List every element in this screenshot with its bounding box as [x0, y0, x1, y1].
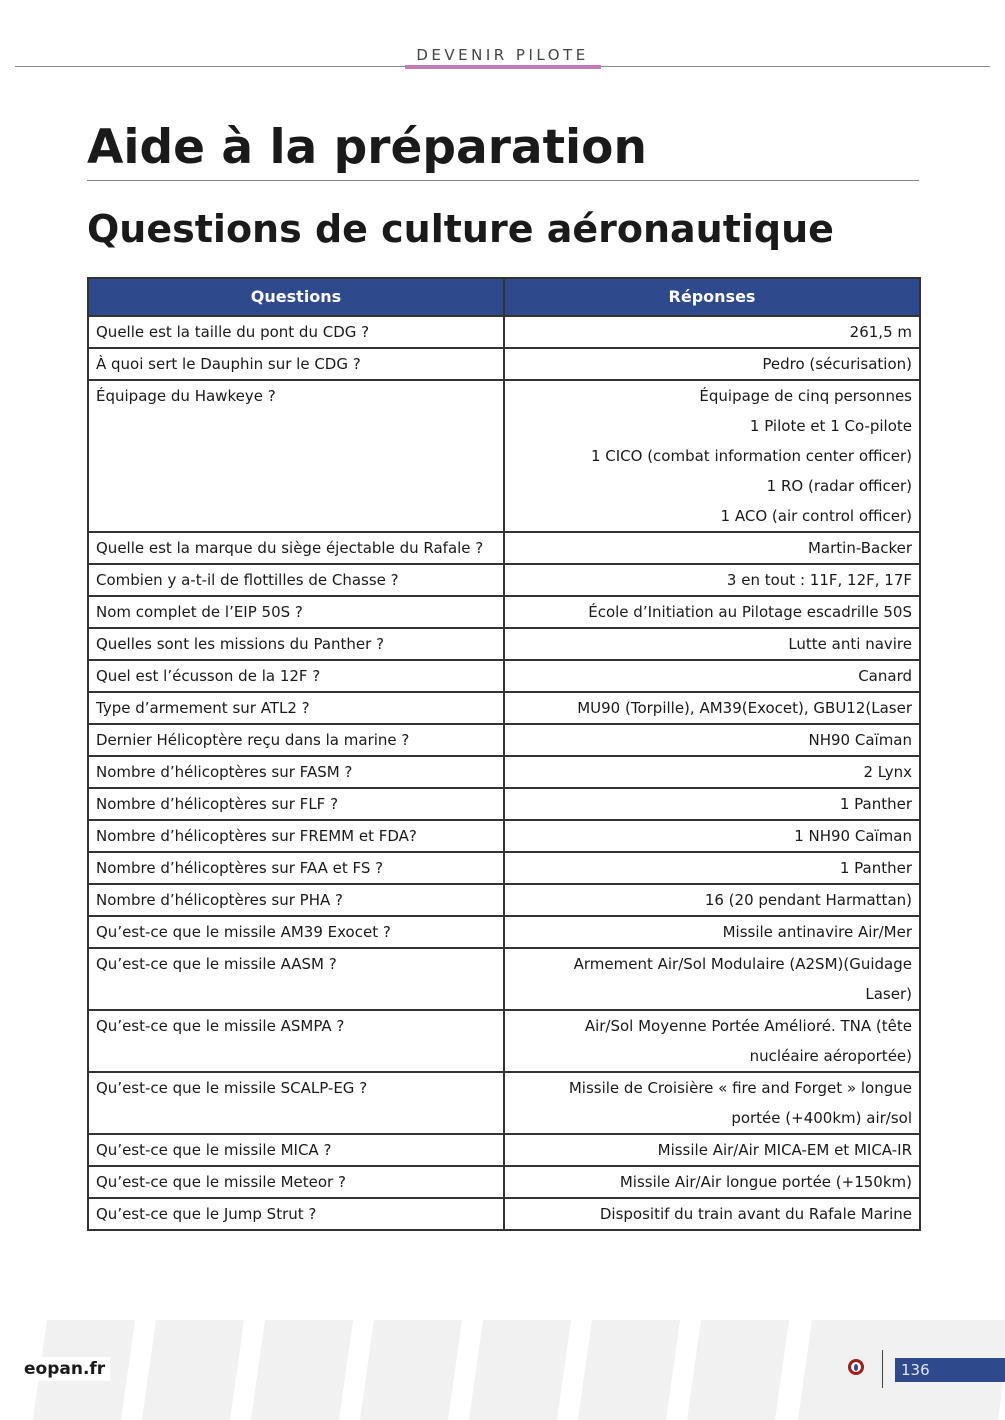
answer-cell: [504, 820, 920, 852]
table-row: [88, 380, 920, 532]
table-row: [88, 724, 920, 756]
question-cell: Qu’est-ce que le missile ASMPA ?: [88, 1010, 504, 1072]
answer-line: 2 Lynx: [863, 763, 912, 781]
question-cell: À quoi sert le Dauphin sur le CDG ?: [88, 348, 504, 380]
table-row: [88, 1010, 920, 1072]
question-cell: Qu’est-ce que le missile SCALP-EG ?: [88, 1072, 504, 1134]
answer-line: 1 Panther: [839, 795, 912, 813]
table-row: [88, 1198, 920, 1230]
header-accent: [405, 65, 601, 69]
answer-cell: [504, 724, 920, 756]
table-row: [88, 788, 920, 820]
question-cell: Nombre d’hélicoptères sur FREMM et FDA?: [88, 820, 504, 852]
answer-line: Laser): [865, 985, 912, 1003]
decorative-stripe: [142, 1320, 244, 1420]
answer-cell: [504, 884, 920, 916]
title-rule: [87, 180, 919, 181]
qa-table: [87, 277, 921, 1231]
answer-cell: [504, 1072, 920, 1134]
table-row: [88, 628, 920, 660]
footer-divider: [882, 1350, 883, 1388]
answer-line: 1 RO (radar officer): [766, 477, 912, 495]
answer-line: 1 Pilote et 1 Co-pilote: [749, 417, 912, 435]
question-cell: Nombre d’hélicoptères sur PHA ?: [88, 884, 504, 916]
decorative-stripe: [469, 1320, 571, 1420]
running-header: DEVENIR PILOTE: [416, 46, 589, 64]
answer-cell: [504, 1010, 920, 1072]
question-cell: Quelle est la taille du pont du CDG ?: [88, 316, 504, 348]
answer-line: 1 CICO (combat information center officer): [590, 447, 912, 465]
answer-cell: [504, 564, 920, 596]
answer-line: Missile de Croisière « fire and Forget » longue: [568, 1079, 912, 1097]
answer-cell: [504, 532, 920, 564]
answer-line: Martin-Backer: [807, 539, 912, 557]
answer-line: portée (+400km) air/sol: [731, 1109, 912, 1127]
table-row: [88, 1166, 920, 1198]
answer-line: 1 ACO (air control officer): [720, 507, 912, 525]
answer-line: 261,5 m: [849, 323, 912, 341]
site-link[interactable]: eopan.fr: [0, 1357, 110, 1381]
answer-cell: [504, 1166, 920, 1198]
answer-cell: [504, 380, 920, 532]
answer-line: Lutte anti navire: [788, 635, 912, 653]
question-cell: Nom complet de l’EIP 50S ?: [88, 596, 504, 628]
question-cell: Nombre d’hélicoptères sur FAA et FS ?: [88, 852, 504, 884]
answer-cell: [504, 756, 920, 788]
answer-cell: [504, 348, 920, 380]
column-header-answers: Réponses: [504, 278, 920, 316]
answer-cell: [504, 852, 920, 884]
decorative-stripe: [251, 1320, 353, 1420]
answer-line: NH90 Caïman: [808, 731, 912, 749]
answer-cell: [504, 948, 920, 1010]
table-row: [88, 692, 920, 724]
table-row: [88, 916, 920, 948]
answer-cell: [504, 628, 920, 660]
answer-line: Missile Air/Air longue portée (+150km): [619, 1173, 912, 1191]
section-title: Questions de culture aéronautique: [87, 207, 834, 251]
question-cell: Équipage du Hawkeye ?: [88, 380, 504, 532]
table-row: [88, 348, 920, 380]
question-cell: Quelle est la marque du siège éjectable du Rafale ?: [88, 532, 504, 564]
question-cell: Dernier Hélicoptère reçu dans la marine ?: [88, 724, 504, 756]
answer-cell: [504, 916, 920, 948]
table-row: [88, 596, 920, 628]
answer-line: MU90 (Torpille), AM39(Exocet), GBU12(Laser: [577, 699, 912, 717]
question-cell: Qu’est-ce que le Jump Strut ?: [88, 1198, 504, 1230]
question-cell: Nombre d’hélicoptères sur FLF ?: [88, 788, 504, 820]
question-cell: Quelles sont les missions du Panther ?: [88, 628, 504, 660]
table-row: [88, 756, 920, 788]
decorative-stripe: [687, 1320, 789, 1420]
roundel-logo-icon: [848, 1359, 864, 1375]
answer-line: École d’Initiation au Pilotage escadrille 50S: [588, 603, 912, 621]
question-cell: Qu’est-ce que le missile AASM ?: [88, 948, 504, 1010]
answer-cell: [504, 788, 920, 820]
question-cell: Nombre d’hélicoptères sur FASM ?: [88, 756, 504, 788]
page-title: Aide à la préparation: [87, 120, 647, 175]
table-row: [88, 1072, 920, 1134]
page-number: 136: [895, 1358, 1005, 1382]
table-row: [88, 316, 920, 348]
answer-line: Missile antinavire Air/Mer: [722, 923, 912, 941]
answer-cell: [504, 316, 920, 348]
answer-line: Missile Air/Air MICA-EM et MICA-IR: [657, 1141, 912, 1159]
answer-line: 3 en tout : 11F, 12F, 17F: [726, 571, 912, 589]
table-row: [88, 852, 920, 884]
answer-line: Dispositif du train avant du Rafale Marine: [599, 1205, 912, 1223]
answer-line: 1 NH90 Caïman: [794, 827, 912, 845]
table-row: [88, 660, 920, 692]
answer-cell: [504, 692, 920, 724]
answer-cell: [504, 660, 920, 692]
question-cell: Qu’est-ce que le missile AM39 Exocet ?: [88, 916, 504, 948]
table-row: [88, 948, 920, 1010]
question-cell: Qu’est-ce que le missile Meteor ?: [88, 1166, 504, 1198]
answer-line: 16 (20 pendant Harmattan): [704, 891, 912, 909]
question-cell: Quel est l’écusson de la 12F ?: [88, 660, 504, 692]
answer-line: 1 Panther: [839, 859, 912, 877]
table-row: [88, 884, 920, 916]
column-header-questions: Questions: [88, 278, 504, 316]
decorative-stripe: [578, 1320, 680, 1420]
answer-line: Air/Sol Moyenne Portée Amélioré. TNA (tête: [584, 1017, 912, 1035]
table-row: [88, 564, 920, 596]
answer-cell: [504, 1198, 920, 1230]
answer-line: nucléaire aéroportée): [749, 1047, 912, 1065]
question-cell: Type d’armement sur ATL2 ?: [88, 692, 504, 724]
answer-line: Armement Air/Sol Modulaire (A2SM)(Guidage: [573, 955, 912, 973]
question-cell: Qu’est-ce que le missile MICA ?: [88, 1134, 504, 1166]
answer-line: Pedro (sécurisation): [762, 355, 912, 373]
answer-cell: [504, 596, 920, 628]
answer-cell: [504, 1134, 920, 1166]
table-row: [88, 532, 920, 564]
table-row: [88, 1134, 920, 1166]
question-cell: Combien y a-t-il de flottilles de Chasse ?: [88, 564, 504, 596]
table-row: [88, 820, 920, 852]
answer-line: Équipage de cinq personnes: [699, 387, 912, 405]
answer-line: Canard: [858, 667, 912, 685]
decorative-stripe: [360, 1320, 462, 1420]
